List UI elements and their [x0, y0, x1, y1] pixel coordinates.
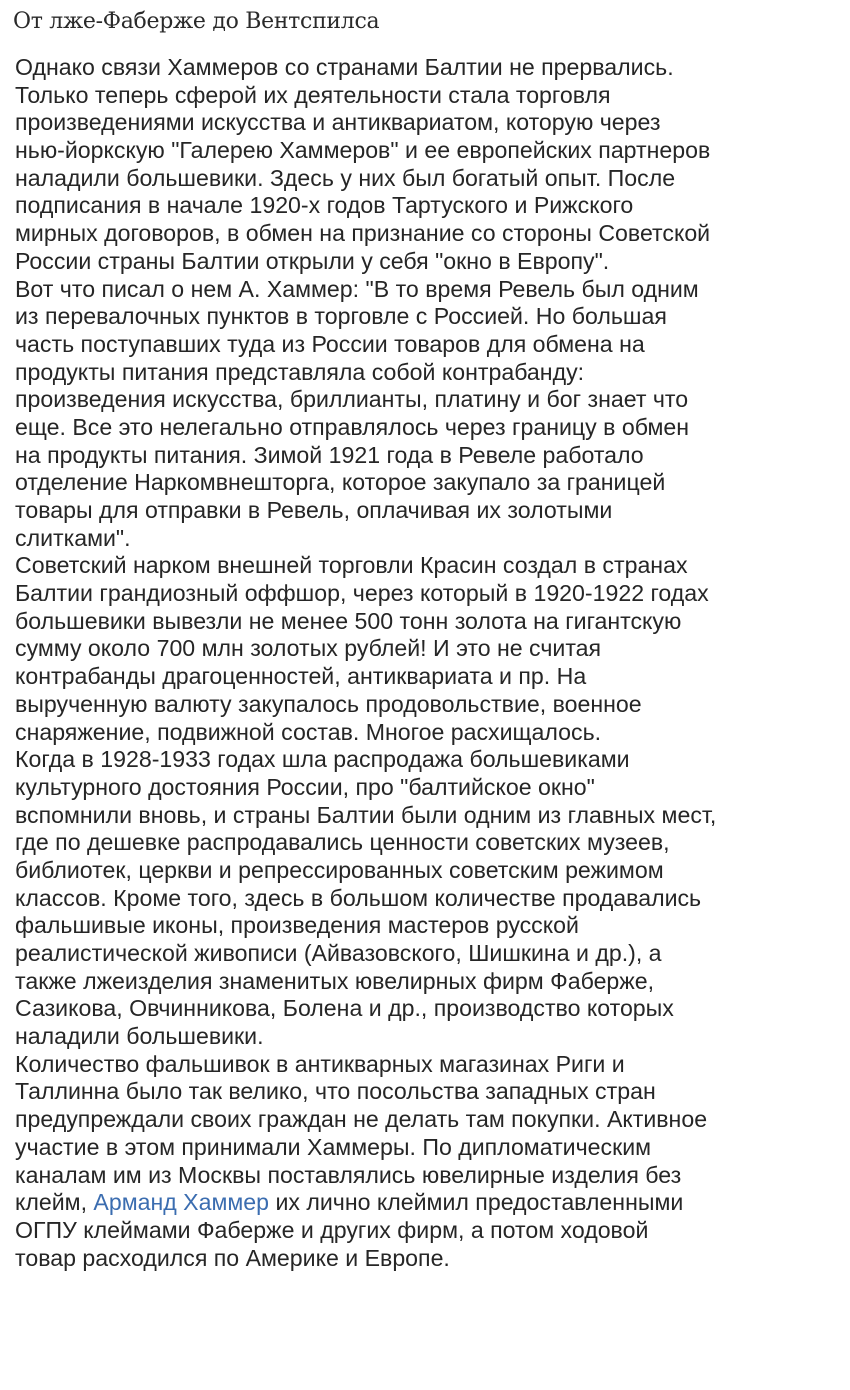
text-line: товар расходился по Америке и Европе.: [15, 1244, 450, 1271]
text-line: Только теперь сферой их деятельности стала торговля: [15, 81, 611, 108]
text-line: классов. Кроме того, здесь в большом количестве продавались: [15, 884, 702, 911]
text-line: Вот что писал о нем А. Хаммер: "В то время Ревель был одним: [15, 275, 699, 302]
text-line: Сазикова, Овчинникова, Болена и др., производство которых: [15, 995, 674, 1022]
text-line: предупреждали своих граждан не делать там покупки. Активное: [15, 1106, 708, 1133]
text-segment: их лично клеймил предоставленными: [269, 1189, 684, 1216]
text-line: снаряжение, подвижной состав. Многое расхищалось.: [15, 718, 602, 745]
text-line: еще. Все это нелегально отправлялось через границу в обмен: [15, 413, 690, 440]
text-line: участие в этом принимали Хаммеры. По дипломатическим: [15, 1133, 652, 1160]
text-line: Однако связи Хаммеров со странами Балтии не прервались.: [15, 54, 674, 80]
text-line: на продукты питания. Зимой 1921 года в Ревеле работало: [15, 441, 644, 468]
text-line: наладили большевики. Здесь у них был богатый опыт. После: [15, 164, 676, 191]
text-line: часть поступавших туда из России товаров для обмена на: [15, 330, 645, 357]
text-line: наладили большевики.: [15, 1023, 264, 1050]
article-title: От лже-Фаберже до Вентспилса: [13, 9, 380, 34]
text-line: подписания в начале 1920-х годов Тартуского и Рижского: [15, 192, 634, 219]
armand-hammer-link[interactable]: Арманд Хаммер: [93, 1189, 270, 1216]
article-body: [15, 54, 845, 1272]
text-line: Советский нарком внешней торговли Красин создал в странах: [15, 552, 688, 579]
text-line: большевики вывезли не менее 500 тонн золота на гигантскую: [15, 607, 682, 634]
text-line: из перевалочных пунктов в торговле с Россией. Но большая: [15, 303, 667, 330]
text-line: отделение Наркомвнешторга, которое закупало за границей: [15, 469, 666, 496]
text-line: произведениями искусства и антиквариатом, которую через: [15, 109, 661, 136]
text-line: реалистической живописи (Айвазовского, Шишкина и др.), а: [15, 940, 662, 966]
text-segment: клейм,: [15, 1189, 94, 1216]
text-line: вспомнили вновь, и страны Балтии были одним из главных мест,: [15, 801, 717, 828]
text-line: где по дешевке распродавались ценности советских музеев,: [15, 829, 670, 856]
text-line: Когда в 1928-1933 годах шла распродажа большевиками: [15, 746, 630, 773]
text-line: мирных договоров, в обмен на признание со стороны Советской: [15, 220, 711, 247]
text-line: ОГПУ клеймами Фаберже и других фирм, а потом ходовой: [15, 1216, 649, 1243]
text-line: сумму около 700 млн золотых рублей! И это не считая: [15, 635, 602, 662]
text-line: слитками".: [15, 524, 131, 551]
text-line: нью-йоркскую "Галерею Хаммеров" и ее европейских партнеров: [15, 137, 711, 164]
text-line: фальшивые иконы, произведения мастеров русской: [15, 912, 579, 939]
text-line: также лжеизделия знаменитых ювелирных фирм Фаберже,: [15, 967, 655, 994]
text-line: Количество фальшивок в антикварных магазинах Риги и: [15, 1050, 625, 1077]
text-line: России страны Балтии открыли у себя "окно в Европу".: [15, 247, 610, 274]
text-line-with-link: [15, 1189, 843, 1217]
text-line: произведения искусства, бриллианты, платину и бог знает что: [15, 386, 689, 413]
text-line: товары для отправки в Ревель, оплачивая их золотыми: [15, 497, 613, 523]
text-line: продукты питания представляла собой контрабанду:: [15, 358, 585, 385]
text-line: библиотек, церкви и репрессированных советским режимом: [15, 856, 664, 883]
text-line: Таллинна было так велико, что посольства западных стран: [15, 1078, 656, 1105]
text-line: Балтии грандиозный оффшор, через который в 1920-1922 годах: [15, 580, 709, 607]
text-line: контрабанды драгоценностей, антиквариата и пр. На: [15, 663, 587, 690]
text-line: вырученную валюту закупалось продовольствие, военное: [15, 690, 642, 717]
text-line: культурного достояния России, про "балтийское окно": [15, 773, 595, 800]
text-line: каналам им из Москвы поставлялись ювелирные изделия без: [15, 1161, 682, 1188]
